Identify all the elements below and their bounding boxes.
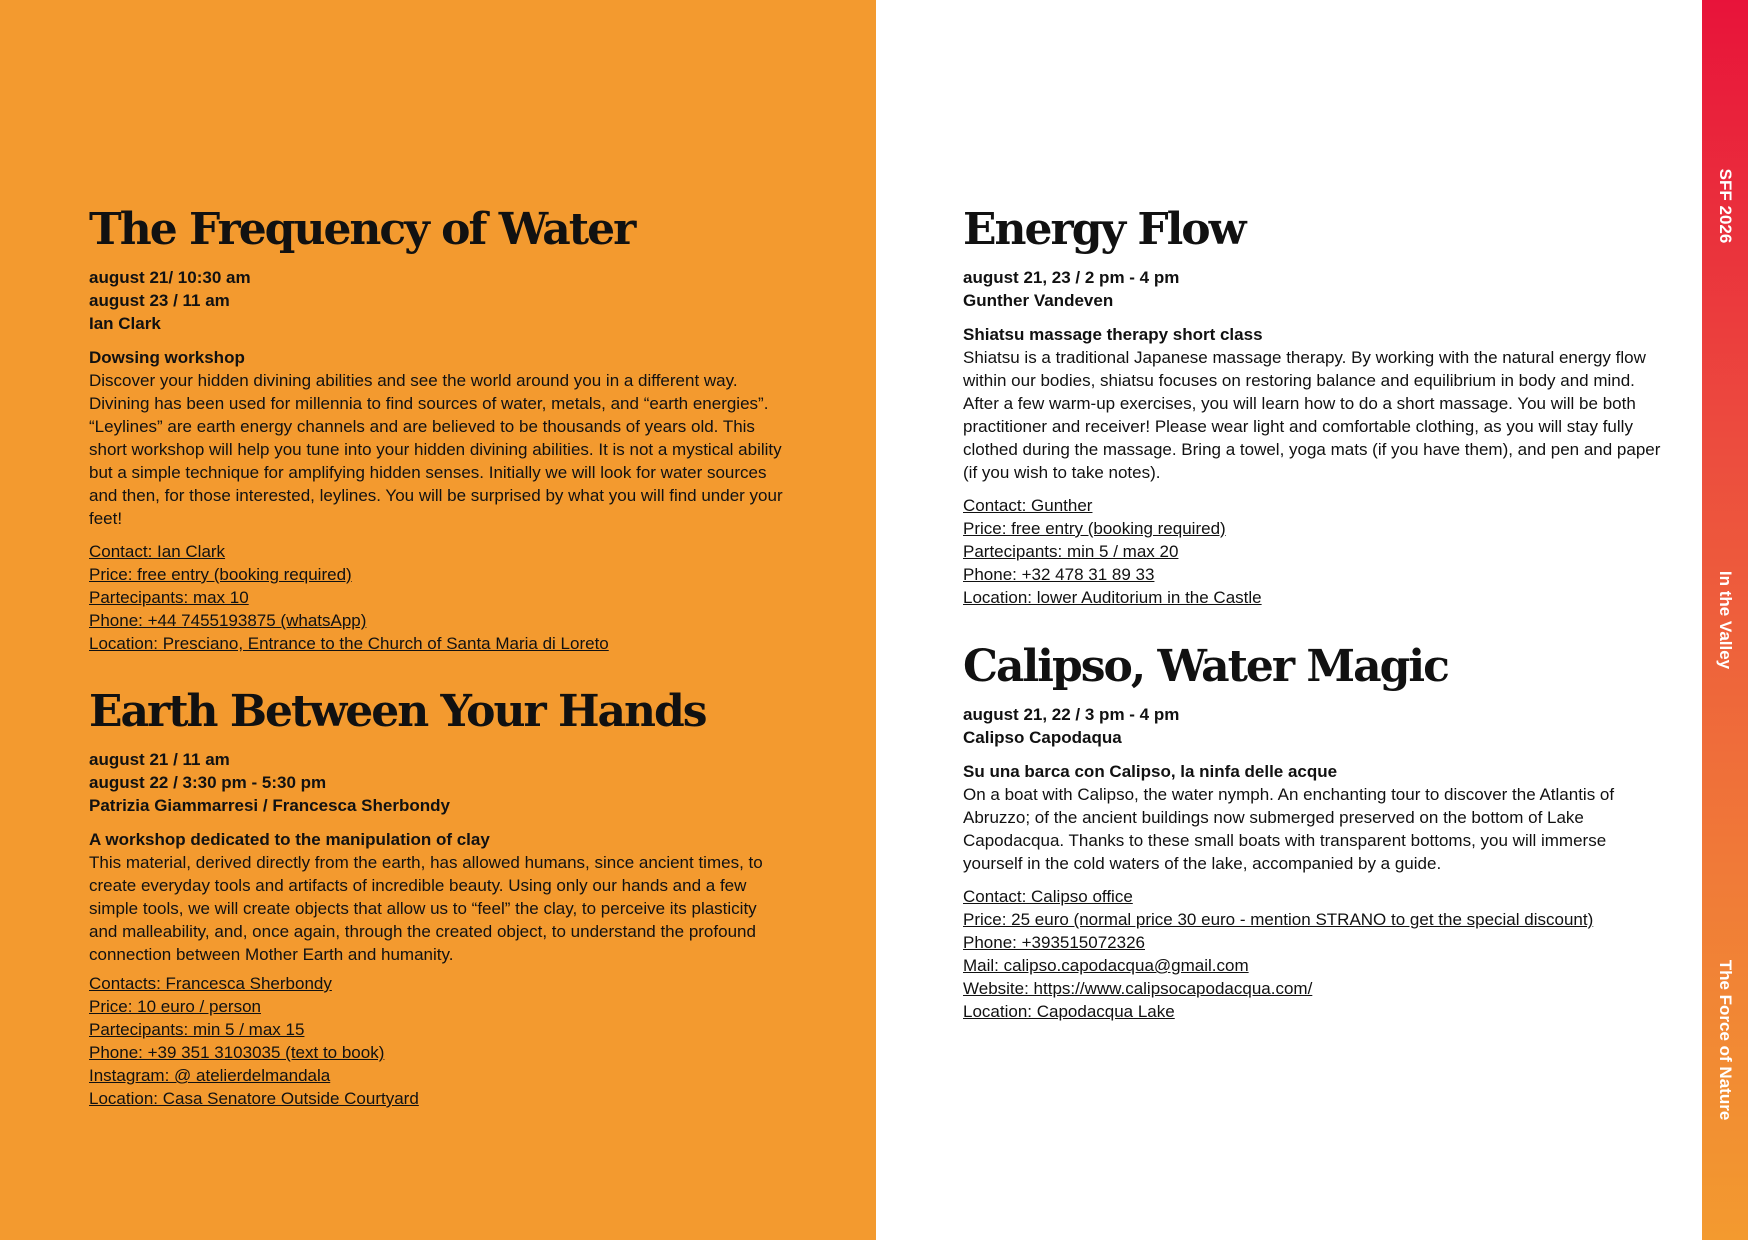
phone-link[interactable]: Phone: +393515072326: [963, 933, 1145, 952]
event-description: Shiatsu is a traditional Japanese massage therapy. By working with the natural energy flow within our bodies, shiatsu focuses on restoring balance and equilibrium in body and mind. After a few warm-up exercises, you will learn how to do a short massage. You will be both practitioner and receiver! Please wear light and comfortable clothing, as you will stay fully clothed during the massage. Bring a towel, yoga mats (if you have them), and pen and paper (if you wish to take notes).: [963, 348, 1661, 482]
event-info-list: [963, 885, 1663, 1023]
phone-link[interactable]: Phone: +32 478 31 89 33: [963, 565, 1155, 584]
right-page: [876, 0, 1702, 1240]
event-earth-between-hands: [89, 682, 789, 1110]
event-description: This material, derived directly from the earth, has allowed humans, since ancient times, to create everyday tools and artifacts of incredible beauty. Using only our hands and a few simple tools, we will create objects that allow us to “feel” the clay, to perceive its plasticity and malleability, and, once again, through the created object, to understand the profound connection between Mother Earth and humanity.: [89, 853, 763, 964]
event-host: Gunther Vandeven: [963, 291, 1114, 310]
participants-link[interactable]: Partecipants: min 5 / max 15: [89, 1020, 305, 1039]
contact-link[interactable]: Contacts: Francesca Sherbondy: [89, 974, 332, 993]
event-host: Ian Clark: [89, 314, 161, 333]
mail-link[interactable]: Mail: calipso.capodacqua@gmail.com: [963, 956, 1249, 975]
sidebar-label-year: SFF 2026: [1716, 168, 1735, 244]
participants-link[interactable]: Partecipants: min 5 / max 20: [963, 542, 1179, 561]
event-subtitle: Dowsing workshop: [89, 348, 245, 367]
website-link[interactable]: Website: https://www.calipsocapodacqua.com/: [963, 979, 1313, 998]
instagram-link[interactable]: Instagram: @ atelierdelmandala: [89, 1066, 331, 1085]
event-host: Patrizia Giammarresi / Francesca Sherbondy: [89, 796, 450, 815]
sidebar-label-nature: The Force of Nature: [1716, 959, 1735, 1121]
contact-link[interactable]: Contact: Calipso office: [963, 887, 1133, 906]
event-subtitle: Shiatsu massage therapy short class: [963, 325, 1263, 344]
price-link[interactable]: Price: 25 euro (normal price 30 euro - mention STRANO to get the special discount): [963, 910, 1594, 929]
event-date: august 21 / 11 am: [89, 750, 230, 769]
event-description: On a boat with Calipso, the water nymph. An enchanting tour to discover the Atlantis of Abruzzo; of the ancient buildings now submerged preserved on the bottom of Lake Capodacqua. Thanks to these small boats with transparent bottoms, you will immerse yourself in the cold waters of the lake, accompanied by a guide.: [963, 785, 1615, 873]
event-info-list: [89, 972, 789, 1110]
contact-link[interactable]: Contact: Ian Clark: [89, 542, 226, 561]
location-link[interactable]: Location: lower Auditorium in the Castle: [963, 588, 1262, 607]
event-subtitle: A workshop dedicated to the manipulation of clay: [89, 830, 490, 849]
event-date: august 21, 22 / 3 pm - 4 pm: [963, 705, 1180, 724]
price-link[interactable]: Price: free entry (booking required): [89, 565, 352, 584]
event-title: Earth Between Your Hands: [89, 686, 706, 737]
event-title: Energy Flow: [963, 204, 1245, 255]
participants-link[interactable]: Partecipants: max 10: [89, 588, 249, 607]
event-frequency-of-water: [89, 200, 789, 655]
price-link[interactable]: Price: free entry (booking required): [963, 519, 1226, 538]
event-date: august 21, 23 / 2 pm - 4 pm: [963, 268, 1180, 287]
price-link[interactable]: Price: 10 euro / person: [89, 997, 261, 1016]
location-link[interactable]: Location: Presciano, Entrance to the Church of Santa Maria di Loreto: [89, 634, 609, 653]
event-date: august 21/ 10:30 am: [89, 268, 251, 287]
location-link[interactable]: Location: Casa Senatore Outside Courtyard: [89, 1089, 419, 1108]
sidebar-label-valley: In the Valley: [1716, 570, 1735, 670]
phone-link[interactable]: Phone: +44 7455193875 (whatsApp): [89, 611, 367, 630]
event-calipso-water-magic: [963, 637, 1663, 1023]
event-title: The Frequency of Water: [89, 204, 635, 255]
event-date: august 23 / 11 am: [89, 291, 230, 310]
event-info-list: [963, 494, 1663, 609]
event-host: Calipso Capodaqua: [963, 728, 1122, 747]
contact-link[interactable]: Contact: Gunther: [963, 496, 1093, 515]
event-energy-flow: [963, 200, 1663, 609]
phone-link[interactable]: Phone: +39 351 3103035 (text to book): [89, 1043, 385, 1062]
event-description: Discover your hidden divining abilities and see the world around you in a different way. Divining has been used for millennia to find sources of water, metals, and “earth energies”. “Leylines” are earth energy channels and are believed to be thousands of years old. This short workshop will help you tune into your hidden divining abilities. It is not a mystical ability but a simple technique for amplifying hidden senses. Initially we will look for water sources and then, for those interested, leylines. You will be surprised by what you will find under your feet!: [89, 371, 783, 528]
event-title: Calipso, Water Magic: [963, 641, 1448, 692]
event-info-list: [89, 540, 789, 655]
event-date: august 22 / 3:30 pm - 5:30 pm: [89, 773, 327, 792]
event-subtitle: Su una barca con Calipso, la ninfa delle acque: [963, 762, 1338, 781]
location-link[interactable]: Location: Capodacqua Lake: [963, 1002, 1175, 1021]
